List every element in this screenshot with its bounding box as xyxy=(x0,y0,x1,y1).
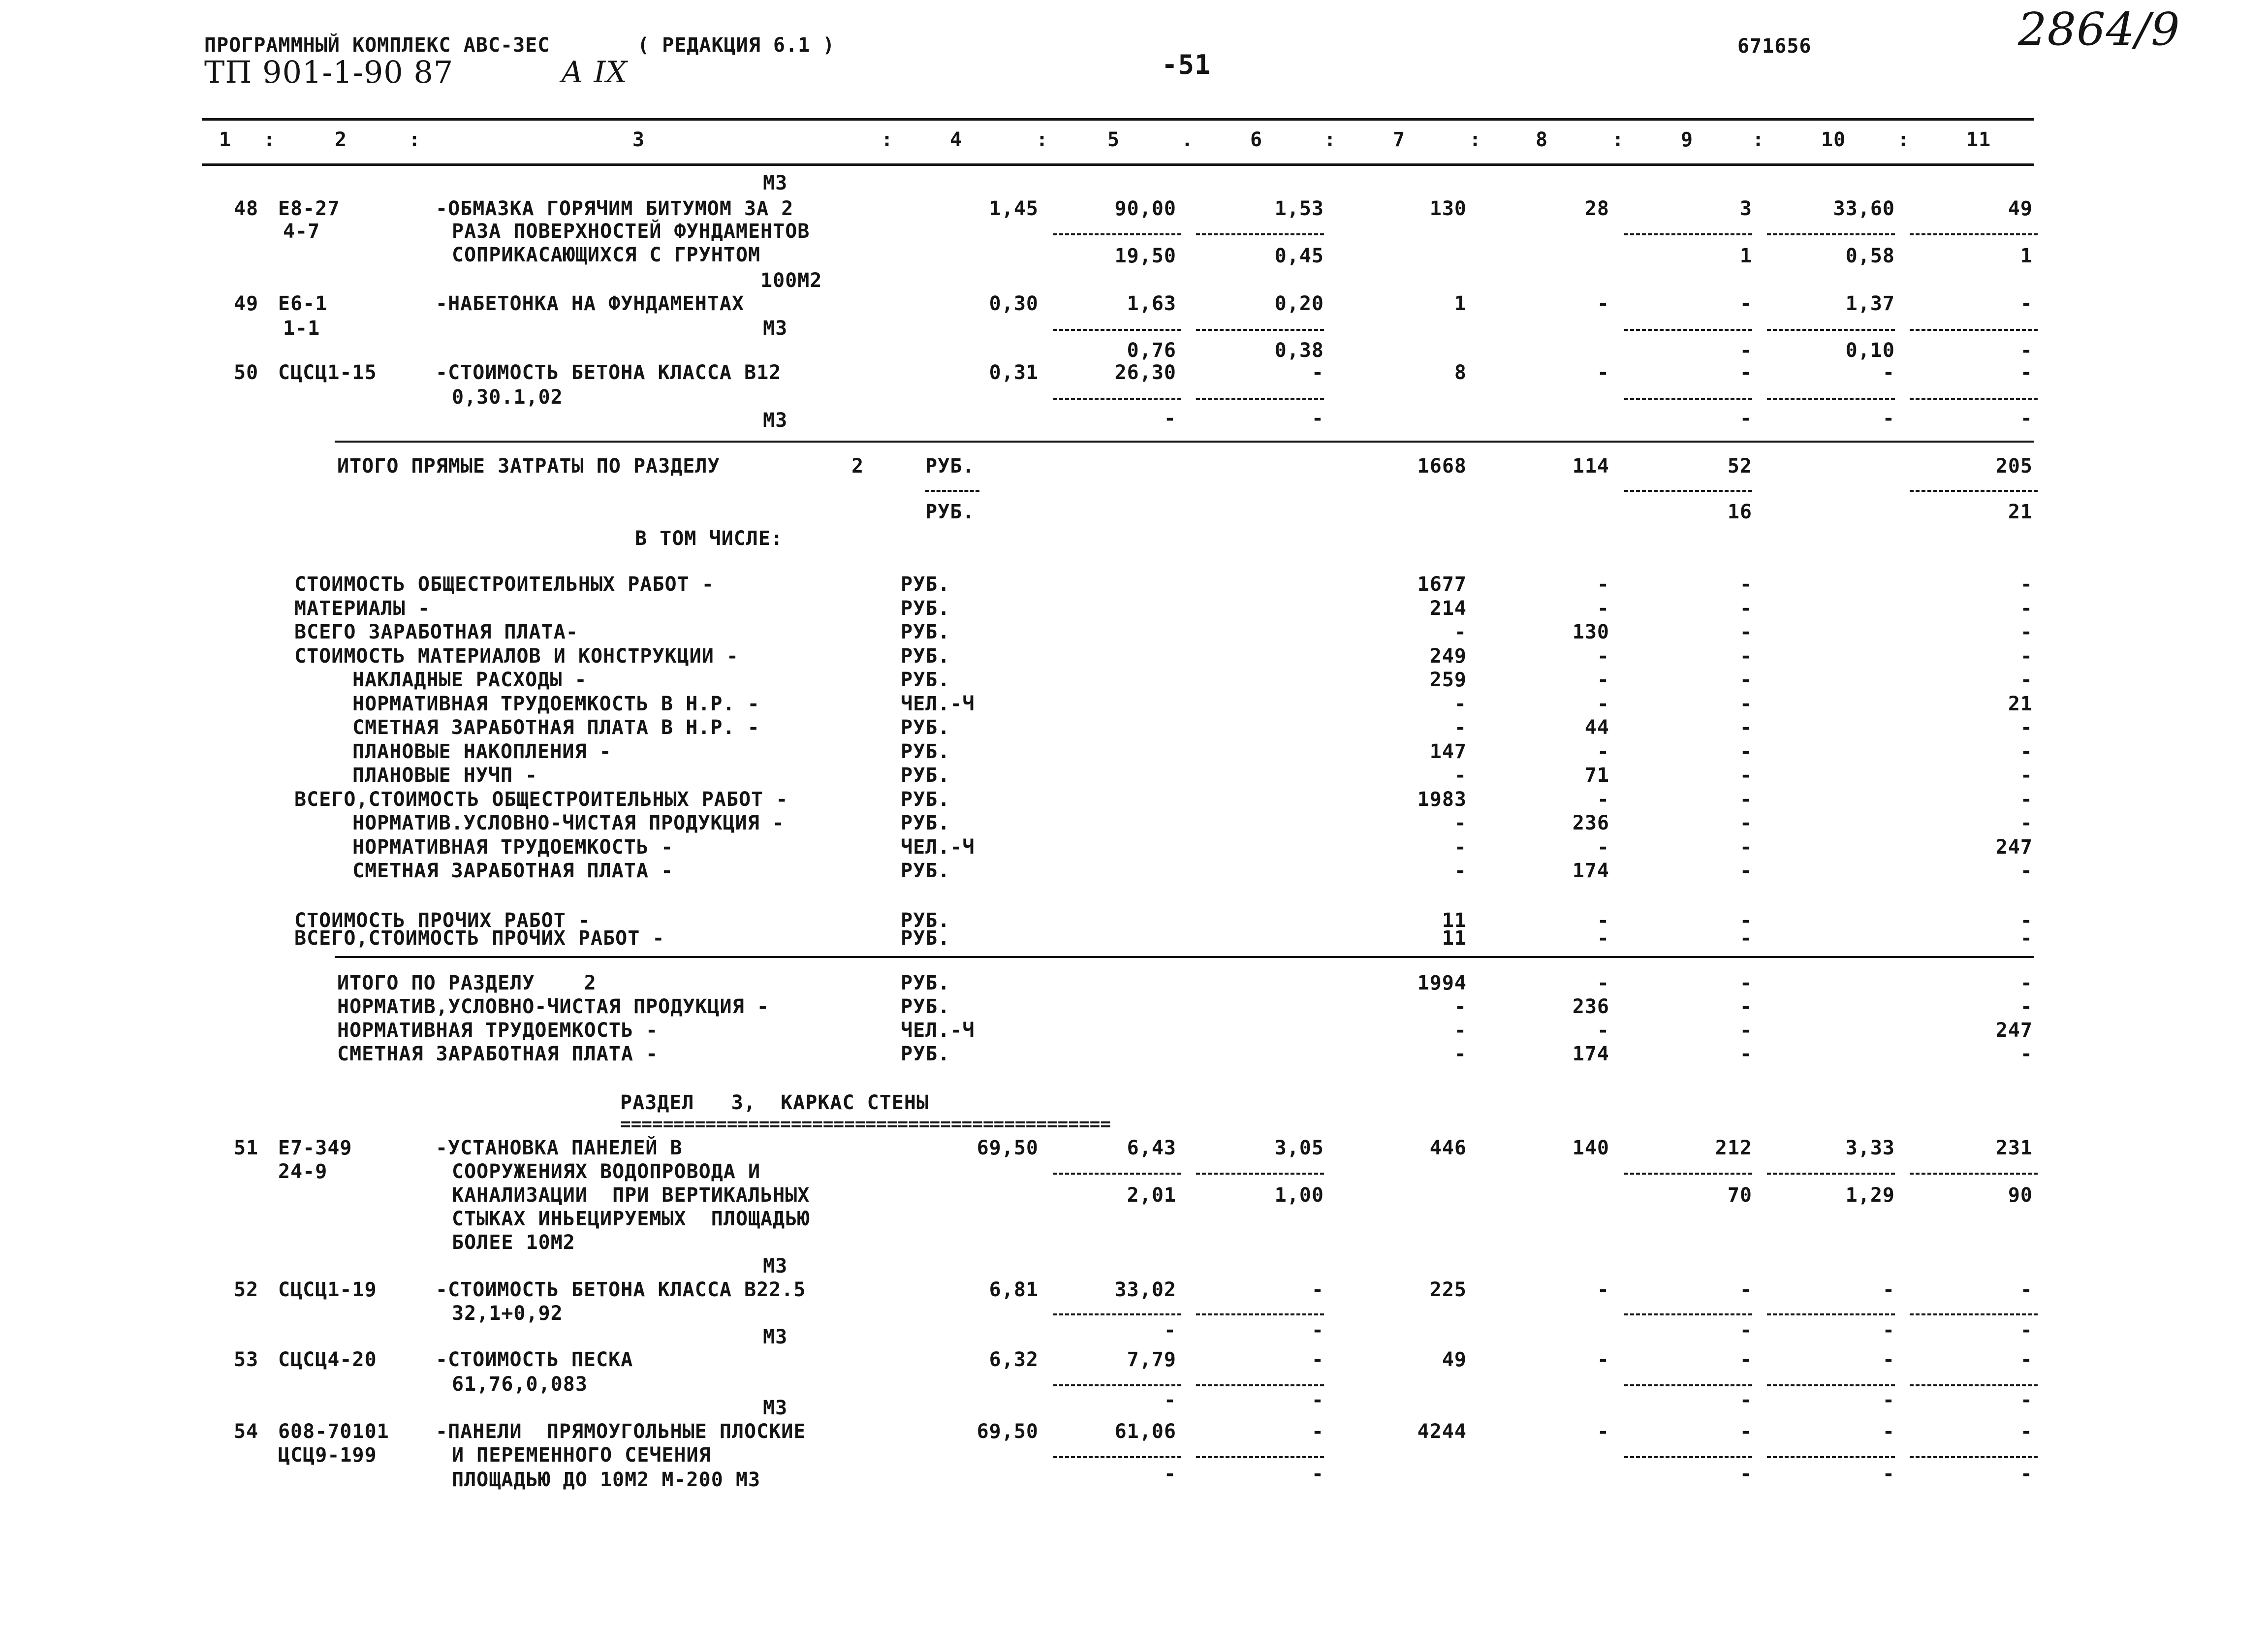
rate-code: 608-70101 xyxy=(278,1420,389,1443)
work-description: -СТОИМОСТЬ ПЕСКА xyxy=(436,1348,633,1371)
summary-label: ВСЕГО,СТОИМОСТЬ ОБЩЕСТРОИТЕЛЬНЫХ РАБОТ - xyxy=(294,788,788,811)
page-number: -51 xyxy=(1162,49,1211,80)
value-col-8: - xyxy=(1597,692,1609,715)
value-col-11: - xyxy=(2020,1043,2033,1065)
value-col-9: - xyxy=(1739,812,1752,834)
unit: РУБ. xyxy=(901,621,950,643)
section-title: РАЗДЕЛ 3, КАРКАС СТЕНЫ xyxy=(620,1091,929,1114)
value-col-9: - xyxy=(1739,644,1752,668)
work-description: -СТОИМОСТЬ БЕТОНА КЛАССА В22.5 xyxy=(436,1278,806,1301)
summary-label: НОРМАТИВНАЯ ТРУДОЕМКОСТЬ - xyxy=(337,1019,659,1042)
value-col-7: - xyxy=(1454,1019,1467,1042)
value-col-9: - xyxy=(1739,927,1752,950)
divider xyxy=(335,956,2034,958)
value-col-11: - xyxy=(2020,621,2033,643)
col-10: 10 xyxy=(1821,128,1846,151)
value-col-8: - xyxy=(1597,1019,1609,1042)
value-col-9: - xyxy=(1739,621,1752,643)
summary-label: НОРМАТИВНАЯ ТРУДОЕМКОСТЬ - xyxy=(352,835,674,859)
value-col-8: 174 xyxy=(1572,860,1609,882)
value-col-7: 1677 xyxy=(1417,573,1467,596)
col-4: 4 xyxy=(950,128,963,151)
value-col-9: - xyxy=(1739,669,1752,691)
value-col-7: - xyxy=(1454,995,1467,1018)
unit: РУБ. xyxy=(901,644,950,668)
value-col-11: 247 xyxy=(1995,835,2033,859)
value-col-8: - xyxy=(1597,835,1609,859)
work-description: -УСТАНОВКА ПАНЕЛЕЙ В xyxy=(436,1137,683,1159)
summary-label: ВСЕГО ЗАРАБОТНАЯ ПЛАТА- xyxy=(294,621,578,643)
table-header-rule xyxy=(202,163,2034,166)
rate-code: Е8-27 xyxy=(278,197,340,220)
summary-label: СТОИМОСТЬ ОБЩЕСТРОИТЕЛЬНЫХ РАБОТ - xyxy=(294,573,714,596)
project-number: ТП 901-1-90 87 xyxy=(204,54,454,90)
unit: ЧЕЛ.-Ч xyxy=(901,835,975,859)
value-col-7: 1983 xyxy=(1417,788,1467,811)
summary-label: СТОИМОСТЬ МАТЕРИАЛОВ И КОНСТРУКЦИИ - xyxy=(294,644,739,668)
summary-label: СТОИМОСТЬ ПРОЧИХ РАБОТ - xyxy=(294,909,591,932)
unit: РУБ. xyxy=(901,740,950,763)
unit: РУБ. xyxy=(901,764,950,787)
value-col-9: - xyxy=(1739,597,1752,620)
value-col-11: - xyxy=(2020,860,2033,882)
col-5: 5 xyxy=(1107,128,1120,151)
value-col-9: - xyxy=(1739,1019,1752,1042)
col-3: 3 xyxy=(632,128,645,151)
unit: РУБ. xyxy=(901,972,950,994)
unit: РУБ. xyxy=(901,927,950,950)
value-col-8: - xyxy=(1597,788,1609,811)
section-underline: ============================================== xyxy=(620,1114,1111,1134)
value-col-7: - xyxy=(1454,716,1467,739)
album-number: А IX xyxy=(561,55,628,90)
unit: РУБ. xyxy=(901,716,950,739)
value-col-7: - xyxy=(1454,621,1467,643)
value-col-7: - xyxy=(1454,692,1467,715)
value-col-7: - xyxy=(1454,764,1467,787)
summary-label: ВСЕГО,СТОИМОСТЬ ПРОЧИХ РАБОТ - xyxy=(294,927,665,950)
rate-code: Е7-349 xyxy=(278,1137,352,1159)
summary-label: ПЛАНОВЫЕ НУЧП - xyxy=(352,764,538,787)
value-col-8: - xyxy=(1597,573,1609,596)
value-col-9: - xyxy=(1739,860,1752,882)
unit: ЧЕЛ.-Ч xyxy=(901,1019,975,1042)
rate-code: СЦСЦ1-15 xyxy=(278,361,377,384)
value-col-11: 21 xyxy=(2008,692,2033,715)
col-2: 2 xyxy=(335,128,347,151)
value-col-7: - xyxy=(1454,812,1467,834)
row-number: 52 xyxy=(234,1278,259,1301)
work-description: -ОБМАЗКА ГОРЯЧИМ БИТУМОМ ЗА 2 xyxy=(436,197,794,220)
row-number: 49 xyxy=(234,292,259,315)
summary-label: СМЕТНАЯ ЗАРАБОТНАЯ ПЛАТА - xyxy=(352,860,674,882)
value-col-7: 147 xyxy=(1429,740,1467,763)
unit: РУБ. xyxy=(901,995,950,1018)
value-col-11: - xyxy=(2020,909,2033,932)
col-7: 7 xyxy=(1393,128,1406,151)
summary-label: СМЕТНАЯ ЗАРАБОТНАЯ ПЛАТА В Н.Р. - xyxy=(352,716,760,739)
value-col-8: 71 xyxy=(1584,764,1609,787)
value-col-7: - xyxy=(1454,835,1467,859)
value-col-8: 236 xyxy=(1572,995,1609,1018)
value-col-9: - xyxy=(1739,764,1752,787)
value-col-9: - xyxy=(1739,788,1752,811)
col-8: 8 xyxy=(1536,128,1548,151)
value-col-11: 247 xyxy=(1995,1019,2033,1042)
summary-label: НОРМАТИВНАЯ ТРУДОЕМКОСТЬ В Н.Р. - xyxy=(352,692,760,715)
col-9: 9 xyxy=(1681,128,1694,151)
col-1: 1 xyxy=(219,128,232,151)
value-col-7: - xyxy=(1454,1043,1467,1065)
value-col-7: - xyxy=(1454,860,1467,882)
document-code: 671656 xyxy=(1737,35,1812,58)
summary-label: ПЛАНОВЫЕ НАКОПЛЕНИЯ - xyxy=(352,740,612,763)
row-number: 53 xyxy=(234,1348,259,1371)
value-col-11: - xyxy=(2020,764,2033,787)
value-col-8: - xyxy=(1597,597,1609,620)
summary-label: НОРМАТИВ,УСЛОВНО-ЧИСТАЯ ПРОДУКЦИЯ - xyxy=(337,995,769,1018)
value-col-11: - xyxy=(2020,716,2033,739)
col-6: 6 xyxy=(1250,128,1263,151)
value-col-11: - xyxy=(2020,927,2033,950)
value-col-7: 249 xyxy=(1429,644,1467,668)
summary-label: МАТЕРИАЛЫ - xyxy=(294,597,430,620)
row-number: 54 xyxy=(234,1420,259,1443)
col-11: 11 xyxy=(1966,128,1991,151)
including-heading: В ТОМ ЧИСЛЕ: xyxy=(635,527,783,550)
unit: РУБ. xyxy=(901,669,950,691)
work-description: -СТОИМОСТЬ БЕТОНА КЛАССА В12 xyxy=(436,361,782,384)
value-col-7: 11 xyxy=(1442,909,1467,932)
value-col-8: - xyxy=(1597,927,1609,950)
value-col-9: - xyxy=(1739,909,1752,932)
value-col-9: - xyxy=(1739,716,1752,739)
value-col-8: - xyxy=(1597,909,1609,932)
program-name: ПРОГРАММНЫЙ КОМПЛЕКС АВС-3ЕС xyxy=(204,34,550,57)
table-top-rule xyxy=(202,118,2034,121)
value-col-11: - xyxy=(2020,669,2033,691)
value-col-9: - xyxy=(1739,972,1752,994)
value-col-9: - xyxy=(1739,740,1752,763)
row-number: 48 xyxy=(234,197,259,220)
value-col-11: - xyxy=(2020,995,2033,1018)
rate-code: СЦСЦ4-20 xyxy=(278,1348,377,1371)
row-number: 50 xyxy=(234,361,259,384)
unit: РУБ. xyxy=(901,860,950,882)
work-description: -НАБЕТОНКА НА ФУНДАМЕНТАХ xyxy=(436,292,745,315)
summary-label: СМЕТНАЯ ЗАРАБОТНАЯ ПЛАТА - xyxy=(337,1043,659,1065)
value-col-7: 259 xyxy=(1429,669,1467,691)
rate-code: Е6-1 xyxy=(278,292,328,315)
value-col-9: - xyxy=(1739,1043,1752,1065)
archive-stamp: 2864/9 xyxy=(2018,3,2180,56)
summary-label: НОРМАТИВ.УСЛОВНО-ЧИСТАЯ ПРОДУКЦИЯ - xyxy=(352,812,785,834)
summary-label: ИТОГО ПО РАЗДЕЛУ 2 xyxy=(337,972,597,994)
value-col-8: 174 xyxy=(1572,1043,1609,1065)
value-col-11: - xyxy=(2020,788,2033,811)
value-col-11: - xyxy=(2020,644,2033,668)
value-col-8: 236 xyxy=(1572,812,1609,834)
value-col-8: 44 xyxy=(1584,716,1609,739)
value-col-9: - xyxy=(1739,995,1752,1018)
value-col-11: - xyxy=(2020,972,2033,994)
value-col-9: - xyxy=(1739,573,1752,596)
unit: ЧЕЛ.-Ч xyxy=(901,692,975,715)
unit: РУБ. xyxy=(901,909,950,932)
value-col-8: 130 xyxy=(1572,621,1609,643)
value-col-7: 11 xyxy=(1442,927,1467,950)
value-col-8: - xyxy=(1597,644,1609,668)
rate-code: СЦСЦ1-19 xyxy=(278,1278,377,1301)
summary-label: НАКЛАДНЫЕ РАСХОДЫ - xyxy=(352,669,587,691)
value-col-11: - xyxy=(2020,573,2033,596)
edition: ( РЕДАКЦИЯ 6.1 ) xyxy=(637,34,835,57)
divider xyxy=(335,441,2034,443)
unit: РУБ. xyxy=(901,812,950,834)
value-col-11: - xyxy=(2020,597,2033,620)
unit: РУБ. xyxy=(901,573,950,596)
unit: РУБ. xyxy=(901,1043,950,1065)
work-description: -ПАНЕЛИ ПРЯМОУГОЛЬНЫЕ ПЛОСКИЕ xyxy=(436,1420,806,1443)
unit: РУБ. xyxy=(901,788,950,811)
value-col-11: - xyxy=(2020,740,2033,763)
value-col-9: - xyxy=(1739,835,1752,859)
row-number: 51 xyxy=(234,1137,259,1159)
value-col-7: 214 xyxy=(1429,597,1467,620)
value-col-8: - xyxy=(1597,972,1609,994)
unit: РУБ. xyxy=(901,597,950,620)
value-col-11: - xyxy=(2020,812,2033,834)
value-col-8: - xyxy=(1597,740,1609,763)
value-col-9: - xyxy=(1739,692,1752,715)
value-col-7: 1994 xyxy=(1417,972,1467,994)
value-col-8: - xyxy=(1597,669,1609,691)
